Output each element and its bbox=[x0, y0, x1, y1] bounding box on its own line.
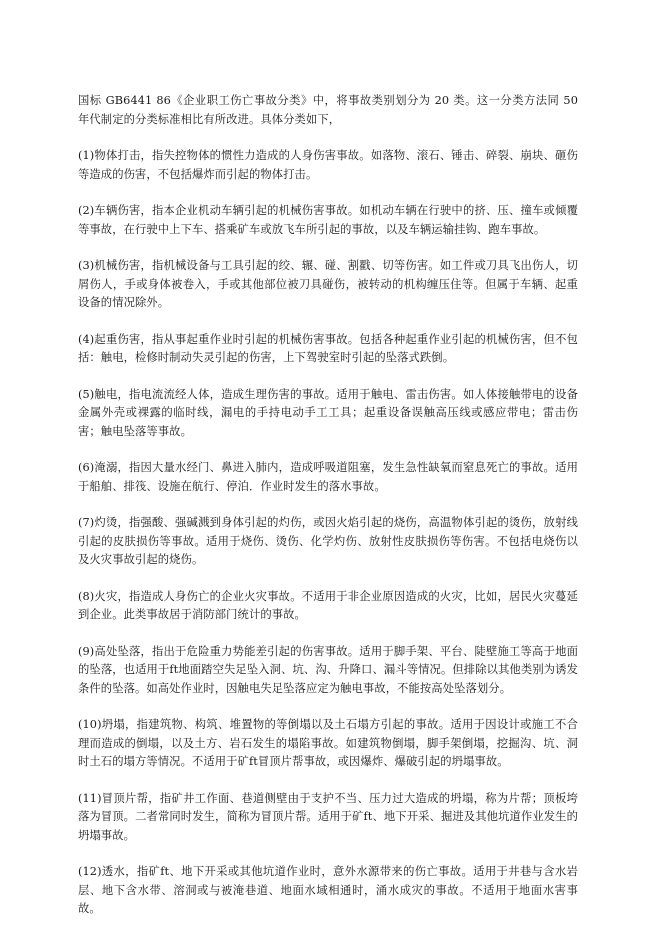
category-item-6: (6)淹溺，指因大量水经门、鼻进入肺内，造成呼吸道阻塞，发生急性缺氧而窒息死亡的事故。适用于船舶、排筏、设施在航行、停泊．作业时发生的落水事故。 bbox=[78, 461, 578, 493]
category-item-4: (4)起重伤害，指从事起重作业时引起的机械伤害事故。包括各种起重作业引起的机械伤害，但不包括：触电，检修时制动失灵引起的伤害，上下驾驶室时引起的坠落式跌倒。 bbox=[78, 332, 578, 364]
category-item-10: (10)坍塌，指建筑物、构筑、堆置物的等倒塌以及土石塌方引起的事故。适用于因设计或施工不合理而造成的倒塌，以及土方、岩石发生的塌陷事故。如建筑物倒塌，脚手架倒塌，挖掘沟、坑、洞时土石的塌方等情况。不适用于矿ft冒顶片帮事故，或因爆炸、爆破引起的坍塌事故。 bbox=[78, 718, 578, 768]
category-item-2: (2)车辆伤害，指本企业机动车辆引起的机械伤害事故。如机动车辆在行驶中的挤、压、撞车或倾覆等事故，在行驶中上下车、搭乘矿车或放飞车所引起的事故，以及车辆运输挂钩、跑车事故。 bbox=[78, 204, 578, 236]
category-item-3: (3)机械伤害，指机械设备与工具引起的绞、辗、碰、割戳、切等伤害。如工件或刀具飞出伤人，切屑伤人，手或身体被卷入，手或其他部位被刀具碰伤，被转动的机构缠压住等。但属于车辆、起重设备的情况除外。 bbox=[78, 259, 578, 309]
category-item-1: (1)物体打击，指失控物体的惯性力造成的人身伤害事故。如落物、滚石、锤击、碎裂、崩块、砸伤等造成的伤害，不包括爆炸而引起的物体打击。 bbox=[78, 149, 578, 181]
category-item-8: (8)火灾，指造成人身伤亡的企业火灾事故。不适用于非企业原因造成的火灾，比如，居民火灾蔓延到企业。此类事故居于消防部门统计的事故。 bbox=[78, 589, 578, 621]
category-item-9: (9)高处坠落，指出于危险重力势能差引起的伤害事故。适用于脚手架、平台、陡壁施工等高于地面的坠落，也适用于ft地面踏空失足坠入洞、坑、沟、升降口、漏斗等情况。但排除以其他类别为诱发条件的坠落。如高处作业时，因触电失足坠落应定为触电事故，不能按高处坠落划分。 bbox=[78, 644, 578, 695]
category-item-7: (7)灼烫，指强酸、强碱溅到身体引起的灼伤，或因火焰引起的烧伤，高温物体引起的烫伤，放射线引起的皮肤损伤等事故。适用于烧伤、烫伤、化学灼伤、放射性皮肤损伤等伤害。不包括电烧伤以及火灾事故引起的烧伤。 bbox=[78, 516, 578, 566]
category-item-12: (12)透水，指矿ft、地下开采或其他坑道作业时，意外水源带来的伤亡事故。适用于井巷与含水岩层、地下含水带、溶洞或与被淹巷道、地面水域相通时，涌水成灾的事故。不适用于地面水害事故。 bbox=[78, 865, 578, 915]
intro-paragraph: 国标 GB6441 86《企业职工伤亡事故分类》中，将事故类别划分为 20 类。这一分类方法同 50 年代制定的分类标准相比有所改进。具体分类如下， bbox=[78, 94, 578, 126]
document-body bbox=[78, 92, 578, 937]
category-item-11: (11)冒顶片帮，指矿井工作面、巷道侧壁由于支护不当、压力过大造成的坍塌，称为片帮；顶板垮落为冒顶。二者常同时发生，简称为冒顶片帮。适用于矿ft、地下开采、掘进及其他坑道作业发生的坍塌事故。 bbox=[78, 791, 578, 842]
category-item-5: (5)触电，指电流流经人体，造成生理伤害的事故。适用于触电、雷击伤害。如人体接触带电的设备金属外壳或裸露的临时线，漏电的手持电动手工工具；起重设备误触高压线或感应带电；雷击伤害；触电坠落等事故。 bbox=[78, 387, 578, 438]
